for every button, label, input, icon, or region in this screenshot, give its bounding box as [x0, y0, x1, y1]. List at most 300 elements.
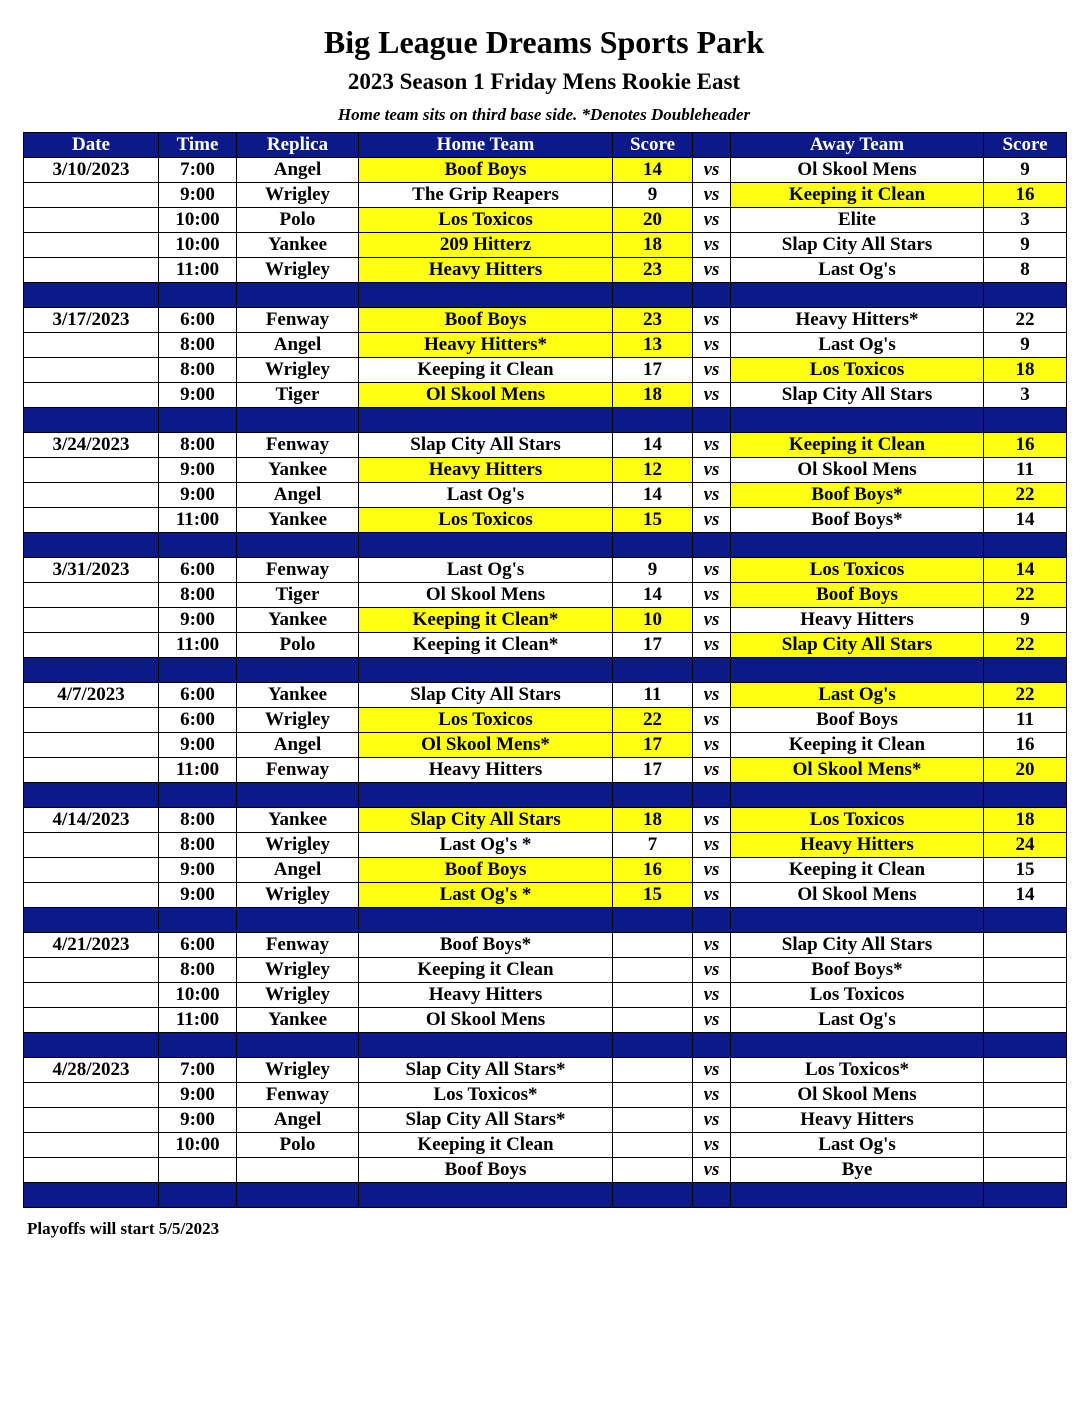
away-team: Los Toxicos* [731, 1058, 984, 1083]
away-team: Last Og's [731, 258, 984, 283]
away-score [984, 1008, 1067, 1033]
home-score: 14 [613, 483, 693, 508]
game-date: 3/31/2023 [24, 558, 159, 583]
away-team: Ol Skool Mens [731, 883, 984, 908]
home-score: 11 [613, 683, 693, 708]
game-time: 9:00 [159, 733, 237, 758]
separator-cell [237, 533, 359, 558]
page-title: Big League Dreams Sports Park [323, 24, 765, 60]
vs-label: vs [693, 933, 731, 958]
separator-cell [24, 533, 159, 558]
game-replica-field: Fenway [237, 308, 359, 333]
game-time: 10:00 [159, 1133, 237, 1158]
game-time: 10:00 [159, 208, 237, 233]
home-team: Keeping it Clean* [359, 608, 613, 633]
header-row [24, 133, 1067, 158]
home-score: 9 [613, 558, 693, 583]
game-time: 10:00 [159, 983, 237, 1008]
away-score: 9 [984, 233, 1067, 258]
game-date [24, 458, 159, 483]
home-team: Keeping it Clean* [359, 633, 613, 658]
week-separator-row [24, 1033, 1067, 1058]
game-date [24, 208, 159, 233]
separator-cell [359, 533, 613, 558]
game-row [24, 258, 1067, 283]
away-score [984, 1058, 1067, 1083]
game-row [24, 458, 1067, 483]
home-score [613, 958, 693, 983]
home-score: 15 [613, 883, 693, 908]
separator-cell [693, 658, 731, 683]
vs-label: vs [693, 458, 731, 483]
away-score [984, 1108, 1067, 1133]
home-score: 10 [613, 608, 693, 633]
away-score: 9 [984, 333, 1067, 358]
game-date [24, 583, 159, 608]
home-score: 17 [613, 733, 693, 758]
game-date [24, 883, 159, 908]
game-replica-field: Yankee [237, 458, 359, 483]
vs-label: vs [693, 1108, 731, 1133]
away-score [984, 1083, 1067, 1108]
away-team: Slap City All Stars [731, 233, 984, 258]
game-date [24, 708, 159, 733]
away-score: 24 [984, 833, 1067, 858]
separator-cell [693, 908, 731, 933]
game-replica-field: Angel [237, 333, 359, 358]
away-team: Slap City All Stars [731, 933, 984, 958]
away-score: 16 [984, 733, 1067, 758]
away-team: Boof Boys [731, 708, 984, 733]
game-replica-field: Wrigley [237, 708, 359, 733]
game-row [24, 833, 1067, 858]
away-team: Ol Skool Mens* [731, 758, 984, 783]
separator-cell [359, 408, 613, 433]
separator-cell [984, 283, 1067, 308]
week-separator-row [24, 1183, 1067, 1208]
home-team: Heavy Hitters [359, 758, 613, 783]
game-date [24, 1133, 159, 1158]
away-team: Ol Skool Mens [731, 458, 984, 483]
separator-cell [731, 658, 984, 683]
game-row [24, 1158, 1067, 1183]
game-time: 6:00 [159, 683, 237, 708]
home-score: 23 [613, 308, 693, 333]
game-row [24, 1008, 1067, 1033]
separator-cell [237, 283, 359, 308]
separator-cell [24, 783, 159, 808]
game-time: 6:00 [159, 558, 237, 583]
separator-cell [613, 658, 693, 683]
game-date [24, 258, 159, 283]
vs-label: vs [693, 958, 731, 983]
col-vs-header [693, 133, 731, 158]
home-score: 18 [613, 233, 693, 258]
vs-label: vs [693, 258, 731, 283]
separator-cell [237, 408, 359, 433]
game-replica-field: Fenway [237, 433, 359, 458]
separator-cell [613, 1183, 693, 1208]
home-score [613, 1108, 693, 1133]
home-score: 15 [613, 508, 693, 533]
separator-cell [237, 908, 359, 933]
vs-label: vs [693, 1058, 731, 1083]
game-date: 4/7/2023 [24, 683, 159, 708]
home-score: 17 [613, 358, 693, 383]
game-time: 8:00 [159, 333, 237, 358]
home-score [613, 1008, 693, 1033]
home-team: Slap City All Stars [359, 808, 613, 833]
separator-cell [159, 1183, 237, 1208]
home-score: 23 [613, 258, 693, 283]
game-row [24, 433, 1067, 458]
separator-cell [359, 1033, 613, 1058]
home-team: Ol Skool Mens* [359, 733, 613, 758]
separator-cell [359, 1183, 613, 1208]
separator-cell [24, 408, 159, 433]
game-row [24, 983, 1067, 1008]
game-time: 8:00 [159, 583, 237, 608]
away-score: 8 [984, 258, 1067, 283]
game-date: 3/10/2023 [24, 158, 159, 183]
home-team: Keeping it Clean [359, 958, 613, 983]
game-row [24, 1083, 1067, 1108]
game-replica-field: Yankee [237, 508, 359, 533]
separator-cell [984, 408, 1067, 433]
game-replica-field: Angel [237, 158, 359, 183]
game-time: 9:00 [159, 483, 237, 508]
home-team: Boof Boys* [359, 933, 613, 958]
separator-cell [613, 1033, 693, 1058]
separator-cell [159, 1033, 237, 1058]
vs-label: vs [693, 1133, 731, 1158]
home-team: Los Toxicos [359, 708, 613, 733]
away-score [984, 1158, 1067, 1183]
game-replica-field: Wrigley [237, 883, 359, 908]
away-score [984, 933, 1067, 958]
separator-cell [159, 283, 237, 308]
home-team: Heavy Hitters* [359, 333, 613, 358]
vs-label: vs [693, 758, 731, 783]
game-time: 6:00 [159, 933, 237, 958]
game-time: 9:00 [159, 1108, 237, 1133]
game-replica-field: Yankee [237, 683, 359, 708]
home-team: Los Toxicos [359, 208, 613, 233]
away-score: 11 [984, 708, 1067, 733]
away-score: 3 [984, 383, 1067, 408]
vs-label: vs [693, 183, 731, 208]
game-date: 4/14/2023 [24, 808, 159, 833]
game-replica-field: Tiger [237, 583, 359, 608]
game-time: 6:00 [159, 308, 237, 333]
away-score: 14 [984, 558, 1067, 583]
game-time: 8:00 [159, 833, 237, 858]
game-replica-field: Wrigley [237, 958, 359, 983]
home-score: 17 [613, 758, 693, 783]
game-row [24, 233, 1067, 258]
game-time: 8:00 [159, 808, 237, 833]
separator-cell [984, 1033, 1067, 1058]
game-replica-field: Tiger [237, 383, 359, 408]
week-separator-row [24, 658, 1067, 683]
vs-label: vs [693, 383, 731, 408]
separator-cell [984, 533, 1067, 558]
home-score: 18 [613, 383, 693, 408]
home-team: Heavy Hitters [359, 458, 613, 483]
game-row [24, 633, 1067, 658]
vs-label: vs [693, 733, 731, 758]
game-row [24, 158, 1067, 183]
away-team: Ol Skool Mens [731, 158, 984, 183]
game-row [24, 883, 1067, 908]
separator-cell [613, 908, 693, 933]
game-date [24, 1158, 159, 1183]
away-score: 14 [984, 883, 1067, 908]
home-score: 14 [613, 433, 693, 458]
game-date [24, 958, 159, 983]
vs-label: vs [693, 233, 731, 258]
game-row [24, 958, 1067, 983]
home-score: 17 [613, 633, 693, 658]
away-team: Keeping it Clean [731, 183, 984, 208]
separator-cell [693, 1033, 731, 1058]
col-away-score-header: Score [984, 133, 1067, 158]
away-team: Heavy Hitters [731, 1108, 984, 1133]
game-date [24, 1008, 159, 1033]
separator-cell [237, 1033, 359, 1058]
home-score: 7 [613, 833, 693, 858]
home-team: Boof Boys [359, 1158, 613, 1183]
game-replica-field: Fenway [237, 933, 359, 958]
separator-cell [693, 408, 731, 433]
game-row [24, 708, 1067, 733]
away-score: 9 [984, 158, 1067, 183]
game-date [24, 183, 159, 208]
home-score [613, 1158, 693, 1183]
away-team: Keeping it Clean [731, 733, 984, 758]
game-replica-field: Fenway [237, 558, 359, 583]
away-team: Last Og's [731, 683, 984, 708]
game-replica-field: Yankee [237, 808, 359, 833]
vs-label: vs [693, 983, 731, 1008]
away-score [984, 1133, 1067, 1158]
separator-cell [613, 283, 693, 308]
separator-cell [613, 783, 693, 808]
vs-label: vs [693, 708, 731, 733]
game-row [24, 483, 1067, 508]
col-home-team-header: Home Team [359, 133, 613, 158]
home-team: Ol Skool Mens [359, 383, 613, 408]
vs-label: vs [693, 483, 731, 508]
separator-cell [24, 908, 159, 933]
home-team: 209 Hitterz [359, 233, 613, 258]
home-score [613, 1058, 693, 1083]
game-replica-field: Wrigley [237, 983, 359, 1008]
away-score [984, 983, 1067, 1008]
home-score: 14 [613, 158, 693, 183]
vs-label: vs [693, 583, 731, 608]
game-replica-field: Wrigley [237, 1058, 359, 1083]
away-score: 16 [984, 433, 1067, 458]
away-score [984, 958, 1067, 983]
away-score: 3 [984, 208, 1067, 233]
game-date [24, 733, 159, 758]
vs-label: vs [693, 558, 731, 583]
home-score: 22 [613, 708, 693, 733]
home-score: 16 [613, 858, 693, 883]
game-replica-field: Yankee [237, 233, 359, 258]
home-team: Heavy Hitters [359, 983, 613, 1008]
away-team: Elite [731, 208, 984, 233]
away-team: Slap City All Stars [731, 383, 984, 408]
home-team: Los Toxicos* [359, 1083, 613, 1108]
game-date [24, 758, 159, 783]
game-row [24, 933, 1067, 958]
game-time: 9:00 [159, 458, 237, 483]
vs-label: vs [693, 158, 731, 183]
away-score: 11 [984, 458, 1067, 483]
away-team: Boof Boys [731, 583, 984, 608]
home-score: 12 [613, 458, 693, 483]
game-date [24, 333, 159, 358]
separator-cell [24, 1183, 159, 1208]
game-date [24, 858, 159, 883]
away-score: 18 [984, 808, 1067, 833]
home-team: Slap City All Stars [359, 433, 613, 458]
separator-cell [613, 533, 693, 558]
game-row [24, 208, 1067, 233]
vs-label: vs [693, 508, 731, 533]
vs-label: vs [693, 608, 731, 633]
away-team: Keeping it Clean [731, 433, 984, 458]
vs-label: vs [693, 308, 731, 333]
playoffs-note: Playoffs will start 5/5/2023 [27, 1219, 220, 1238]
separator-cell [984, 658, 1067, 683]
away-team: Los Toxicos [731, 983, 984, 1008]
home-team: Boof Boys [359, 308, 613, 333]
home-team: Keeping it Clean [359, 1133, 613, 1158]
away-score: 22 [984, 633, 1067, 658]
home-score: 9 [613, 183, 693, 208]
col-replica-header: Replica [237, 133, 359, 158]
game-date: 4/21/2023 [24, 933, 159, 958]
away-team: Ol Skool Mens [731, 1083, 984, 1108]
game-row [24, 333, 1067, 358]
separator-cell [359, 658, 613, 683]
game-time: 7:00 [159, 158, 237, 183]
game-date [24, 508, 159, 533]
home-team: Ol Skool Mens [359, 583, 613, 608]
home-team: The Grip Reapers [359, 183, 613, 208]
col-date-header: Date [24, 133, 159, 158]
game-time: 11:00 [159, 633, 237, 658]
home-team: Slap City All Stars* [359, 1058, 613, 1083]
home-score: 18 [613, 808, 693, 833]
vs-label: vs [693, 683, 731, 708]
home-team: Slap City All Stars [359, 683, 613, 708]
separator-cell [159, 783, 237, 808]
game-replica-field: Wrigley [237, 258, 359, 283]
separator-cell [24, 1033, 159, 1058]
game-time: 9:00 [159, 1083, 237, 1108]
vs-label: vs [693, 808, 731, 833]
home-team: Last Og's * [359, 833, 613, 858]
separator-cell [731, 283, 984, 308]
separator-cell [359, 783, 613, 808]
schedule-table [23, 132, 1067, 1208]
game-date [24, 483, 159, 508]
game-date [24, 358, 159, 383]
game-row [24, 1058, 1067, 1083]
away-score: 22 [984, 683, 1067, 708]
away-team: Los Toxicos [731, 558, 984, 583]
away-score: 20 [984, 758, 1067, 783]
away-team: Heavy Hitters* [731, 308, 984, 333]
home-team: Keeping it Clean [359, 358, 613, 383]
game-replica-field: Angel [237, 1108, 359, 1133]
separator-cell [159, 658, 237, 683]
away-score: 14 [984, 508, 1067, 533]
game-time: 8:00 [159, 958, 237, 983]
game-row [24, 358, 1067, 383]
home-score: 13 [613, 333, 693, 358]
separator-cell [237, 783, 359, 808]
game-date: 3/24/2023 [24, 433, 159, 458]
game-date [24, 833, 159, 858]
separator-cell [693, 533, 731, 558]
separator-cell [984, 1183, 1067, 1208]
game-time: 11:00 [159, 508, 237, 533]
home-team: Last Og's [359, 483, 613, 508]
game-replica-field: Wrigley [237, 358, 359, 383]
away-team: Boof Boys* [731, 508, 984, 533]
separator-cell [359, 908, 613, 933]
vs-label: vs [693, 1008, 731, 1033]
separator-cell [984, 908, 1067, 933]
game-time [159, 1158, 237, 1183]
home-score [613, 983, 693, 1008]
separator-cell [237, 1183, 359, 1208]
separator-cell [159, 908, 237, 933]
vs-label: vs [693, 358, 731, 383]
separator-cell [159, 533, 237, 558]
home-score: 20 [613, 208, 693, 233]
game-replica-field: Yankee [237, 608, 359, 633]
game-time: 11:00 [159, 1008, 237, 1033]
game-row [24, 308, 1067, 333]
game-row [24, 583, 1067, 608]
home-team: Boof Boys [359, 858, 613, 883]
game-time: 11:00 [159, 258, 237, 283]
separator-cell [24, 283, 159, 308]
week-separator-row [24, 908, 1067, 933]
away-team: Slap City All Stars [731, 633, 984, 658]
home-team: Los Toxicos [359, 508, 613, 533]
game-time: 7:00 [159, 1058, 237, 1083]
away-score: 22 [984, 483, 1067, 508]
separator-cell [731, 1033, 984, 1058]
home-team: Last Og's [359, 558, 613, 583]
game-replica-field: Fenway [237, 1083, 359, 1108]
week-separator-row [24, 783, 1067, 808]
home-team: Slap City All Stars* [359, 1108, 613, 1133]
game-replica-field: Angel [237, 858, 359, 883]
home-team: Ol Skool Mens [359, 1008, 613, 1033]
game-row [24, 183, 1067, 208]
game-time: 8:00 [159, 358, 237, 383]
game-time: 9:00 [159, 858, 237, 883]
game-replica-field: Fenway [237, 758, 359, 783]
